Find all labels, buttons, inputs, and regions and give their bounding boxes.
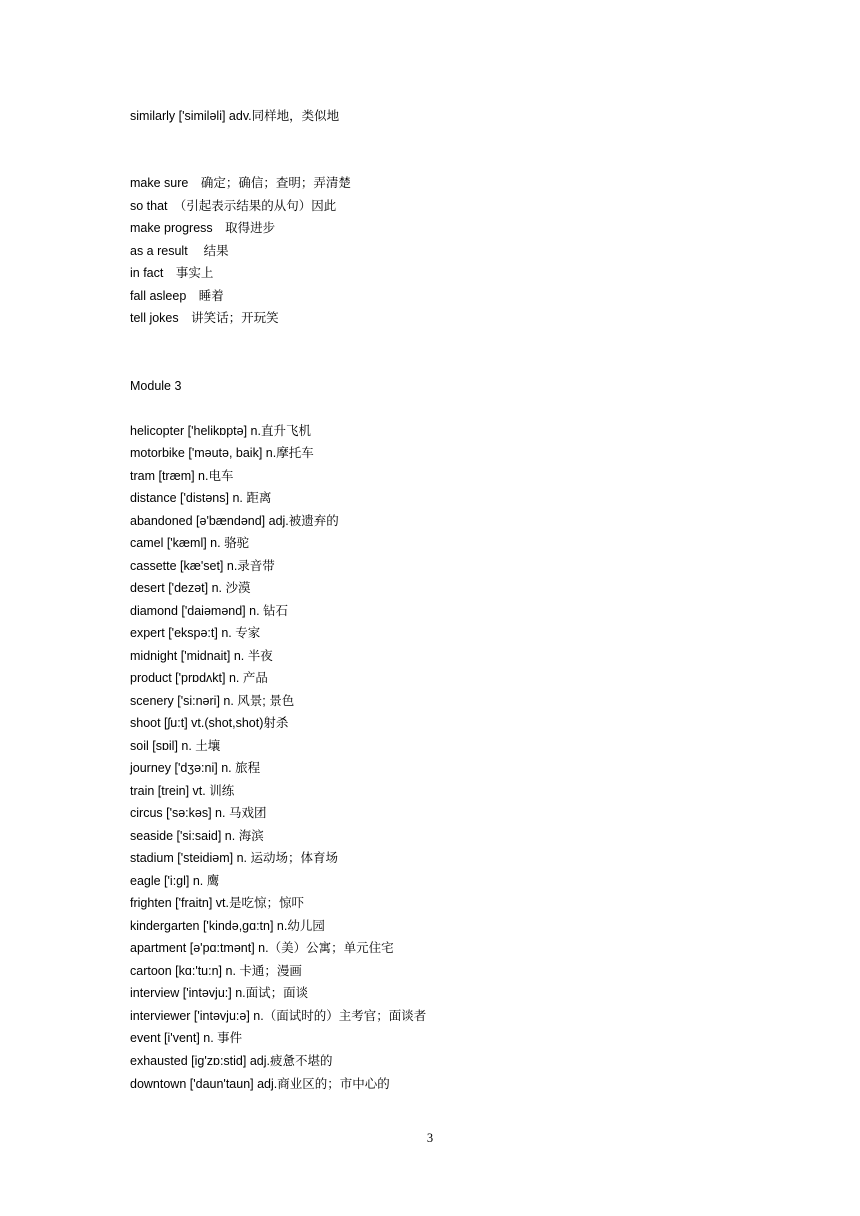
section-title: Module 3: [130, 379, 182, 393]
vocab-entry: midnight ['midnait] n. 半夜: [130, 649, 273, 663]
vocab-entry: cassette [kæ'set] n.录音带: [130, 559, 275, 573]
vocab-entry: interviewer ['intəvju:ə] n.（面试时的）主考官；面谈者: [130, 1009, 427, 1023]
vocab-entry: product ['prɒdʌkt] n. 产品: [130, 671, 268, 685]
vocab-entry: soil [sɒil] n. 土壤: [130, 739, 221, 753]
vocab-entry: exhausted [ig'zɒ:stid] adj.疲惫不堪的: [130, 1054, 333, 1068]
vocab-entry: apartment [ə'pɑ:tmənt] n.（美）公寓；单元住宅: [130, 941, 394, 955]
vocab-entry: seaside ['si:said] n. 海滨: [130, 829, 264, 843]
vocab-entry-similarly: similarly ['similəli] adv.同样地，类似地: [130, 109, 340, 123]
vocab-entry: kindergarten ['kində,gɑ:tn] n.幼儿园: [130, 919, 325, 933]
vocab-entry: motorbike ['məutə, baik] n.摩托车: [130, 446, 314, 460]
vocab-entry: scenery ['si:nəri] n. 风景; 景色: [130, 694, 295, 708]
phrase-item: make sure 确定；确信；查明；弄清楚: [130, 176, 351, 190]
phrase-item: so that （引起表示结果的从句）因此: [130, 199, 337, 213]
vocab-entry: circus ['sə:kəs] n. 马戏团: [130, 806, 267, 820]
vocab-entry: journey ['dʒə:ni] n. 旅程: [130, 761, 261, 775]
vocab-entry: eagle ['i:gl] n. 鹰: [130, 874, 220, 888]
vocab-entry: tram [træm] n.电车: [130, 469, 234, 483]
phrase-item: as a result 结果: [130, 244, 229, 258]
vocab-entry: diamond ['daiəmənd] n. 钻石: [130, 604, 289, 618]
phrase-item: in fact 事实上: [130, 266, 214, 280]
page-number: 3: [426, 1131, 434, 1145]
vocab-entry: frighten ['fraitn] vt.是吃惊；惊吓: [130, 896, 304, 910]
vocab-entry: stadium ['steidiəm] n. 运动场；体育场: [130, 851, 338, 865]
vocab-entry: event [i'vent] n. 事件: [130, 1031, 243, 1045]
phrase-item: make progress 取得进步: [130, 221, 276, 235]
vocab-entry: shoot [ʃu:t] vt.(shot,shot)射杀: [130, 716, 289, 730]
vocab-entry: helicopter ['helikɒptə] n.直升飞机: [130, 424, 311, 438]
phrase-item: fall asleep 睡着: [130, 289, 224, 303]
vocab-entry: abandoned [ə'bændənd] adj.被遗弃的: [130, 514, 339, 528]
vocab-entry: cartoon [kɑ:'tu:n] n. 卡通；漫画: [130, 964, 302, 978]
vocab-entry: desert ['dezət] n. 沙漠: [130, 581, 251, 595]
vocab-entry: train [trein] vt. 训练: [130, 784, 235, 798]
vocab-entry: interview ['intəvju:] n.面试；面谈: [130, 986, 309, 1000]
vocab-entry: downtown ['daun'taun] adj.商业区的；市中心的: [130, 1077, 390, 1091]
vocab-entry: distance ['distəns] n. 距离: [130, 491, 272, 505]
vocab-entry: camel ['kæml] n. 骆驼: [130, 536, 250, 550]
vocab-entry: expert ['ekspə:t] n. 专家: [130, 626, 261, 640]
phrase-item: tell jokes 讲笑话；开玩笑: [130, 311, 279, 325]
